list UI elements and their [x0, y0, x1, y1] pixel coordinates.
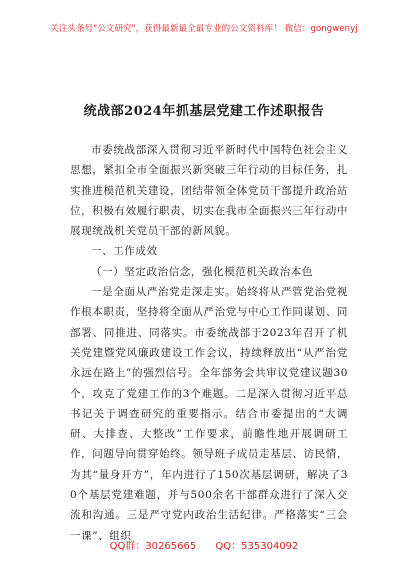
intro-paragraph: 市委统战部深入贯彻习近平新时代中国特色社会主义思想，紧扣全市全面振兴新突破三年行动的目标任务，扎实推进模范机关建设，团结带领全体党员干部提升政治站位，积极有效履行职责，切实在我市全面振兴三年行动中展现统战机关党员干部的新风貌。: [70, 144, 348, 238]
body-paragraph: 一是全面从严治党走深走实。始终将从严管党治党视作根本职责，坚持将全面从严治党与中心工作同谋划、同部署、同推进、同落实。市委统战部于2023年召开了机关党建暨党风廉政建设工作会议，持续释放出“从严治党永远在路上”的强烈信号。全年部务会共审议党建议题30个，攻克了党建工作的3个难题。二是深入贯彻习近平总书记关于调查研究的重要指示。结合市委提出的“大调研、大排查、大整改”工作要求，前瞻性地开展调研工作，问题导向贯穿始终。领导班子成员走基层、访民情，为其“量身开方”，年内进行了150次基层调研，解决了30个基层党建难题，并与500余名干部群众进行了深入交流和沟通。三是严守党内政治生活纪律。严格落实“三会一课”、组织: [70, 286, 348, 542]
subsection-heading: （一）坚定政治信念，强化模范机关政治本色: [91, 265, 313, 278]
document-title: 统战部2024年抓基层党建工作述职报告: [83, 104, 325, 119]
document-body: [70, 140, 348, 546]
footer-contact: [0, 537, 408, 552]
footer-qq-group: QQ群：30265665: [109, 541, 197, 552]
section-heading: 一、工作成效: [91, 245, 158, 258]
footer-qq: QQ：535304092: [215, 541, 299, 552]
header-banner: 关注头条号"公文研究"，获得最新最全最专业的公文资料库！ 微信：gongwenyj: [50, 24, 358, 34]
